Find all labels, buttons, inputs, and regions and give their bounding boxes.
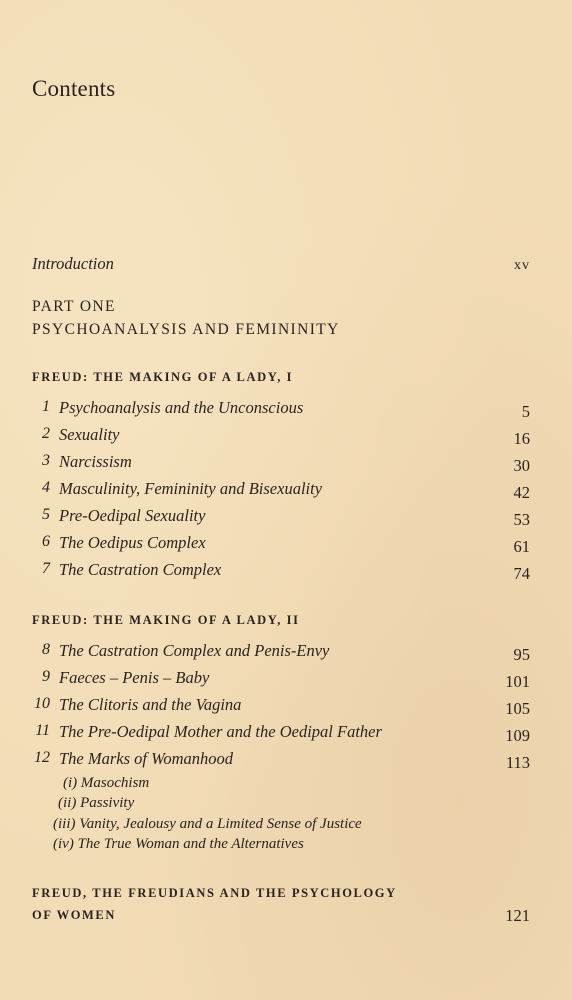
section3-title-line1: FREUD, THE FREUDIANS AND THE PSYCHOLOGY bbox=[32, 886, 397, 900]
chapter-number: 10 bbox=[34, 695, 50, 712]
toc-entry[interactable] bbox=[0, 479, 572, 503]
chapter-title: Psychoanalysis and the Unconscious bbox=[59, 398, 304, 417]
toc-entry[interactable] bbox=[0, 425, 572, 449]
chapter-number: 4 bbox=[42, 479, 50, 496]
chapter-page: 74 bbox=[513, 564, 530, 583]
chapter-number: 12 bbox=[34, 749, 50, 766]
subsection-entry[interactable]: (ii) Passivity bbox=[58, 795, 135, 811]
chapter-title: The Castration Complex bbox=[59, 560, 222, 579]
chapter-title: The Marks of Womanhood bbox=[59, 749, 234, 768]
chapter-number: 11 bbox=[35, 722, 50, 739]
chapter-page: 95 bbox=[513, 645, 530, 664]
chapter-number: 1 bbox=[42, 398, 50, 415]
chapter-page: 113 bbox=[505, 753, 530, 772]
chapter-page: 101 bbox=[505, 672, 530, 691]
chapter-title: The Oedipus Complex bbox=[59, 533, 206, 552]
chapter-page: 16 bbox=[513, 429, 530, 448]
section1-title: FREUD: THE MAKING OF A LADY, I bbox=[32, 370, 294, 384]
toc-entry[interactable] bbox=[0, 668, 572, 692]
section3-page: 121 bbox=[505, 906, 530, 925]
chapter-number: 5 bbox=[42, 506, 50, 523]
chapter-title: The Castration Complex and Penis-Envy bbox=[59, 641, 330, 660]
chapter-page: 105 bbox=[505, 699, 530, 718]
chapter-title: Masculinity, Femininity and Bisexuality bbox=[59, 479, 323, 498]
chapter-title: Narcissism bbox=[59, 452, 132, 471]
toc-entry[interactable] bbox=[0, 533, 572, 557]
chapter-number: 2 bbox=[42, 425, 50, 442]
part-title: PSYCHOANALYSIS AND FEMININITY bbox=[32, 321, 340, 338]
chapter-title: Pre-Oedipal Sexuality bbox=[59, 506, 206, 525]
toc-entry[interactable] bbox=[0, 641, 572, 665]
toc-entry[interactable] bbox=[0, 506, 572, 530]
introduction-page: xv bbox=[514, 258, 530, 273]
part-label: PART ONE bbox=[32, 298, 116, 315]
chapter-page: 109 bbox=[505, 726, 530, 745]
subsection-entry[interactable]: (iv) The True Woman and the Alternatives bbox=[53, 836, 304, 852]
subsection-entry[interactable]: (i) Masochism bbox=[63, 775, 150, 791]
chapter-title: The Clitoris and the Vagina bbox=[59, 695, 242, 714]
toc-entry[interactable] bbox=[0, 722, 572, 746]
chapter-title: The Pre-Oedipal Mother and the Oedipal Father bbox=[59, 722, 382, 741]
introduction-title: Introduction bbox=[32, 254, 114, 273]
chapter-number: 3 bbox=[42, 452, 50, 469]
chapter-number: 6 bbox=[42, 533, 50, 550]
chapter-page: 42 bbox=[513, 483, 530, 502]
toc-entry[interactable] bbox=[0, 398, 572, 422]
section2-title: FREUD: THE MAKING OF A LADY, II bbox=[32, 613, 300, 627]
subsection-entry[interactable]: (iii) Vanity, Jealousy and a Limited Sense of Justice bbox=[53, 816, 362, 832]
chapter-page: 61 bbox=[513, 537, 530, 556]
chapter-title: Faeces – Penis – Baby bbox=[59, 668, 210, 687]
chapter-number: 9 bbox=[42, 668, 50, 685]
toc-entry[interactable] bbox=[0, 695, 572, 719]
chapter-title: Sexuality bbox=[59, 425, 120, 444]
toc-entry[interactable] bbox=[0, 749, 572, 773]
section3-title-line2: OF WOMEN bbox=[32, 908, 116, 922]
chapter-number: 8 bbox=[42, 641, 50, 658]
chapter-page: 53 bbox=[513, 510, 530, 529]
chapter-number: 7 bbox=[42, 560, 50, 577]
chapter-page: 30 bbox=[513, 456, 530, 475]
contents-heading: Contents bbox=[32, 76, 116, 101]
toc-entry[interactable] bbox=[0, 452, 572, 476]
chapter-page: 5 bbox=[521, 402, 530, 421]
toc-entry[interactable] bbox=[0, 560, 572, 584]
